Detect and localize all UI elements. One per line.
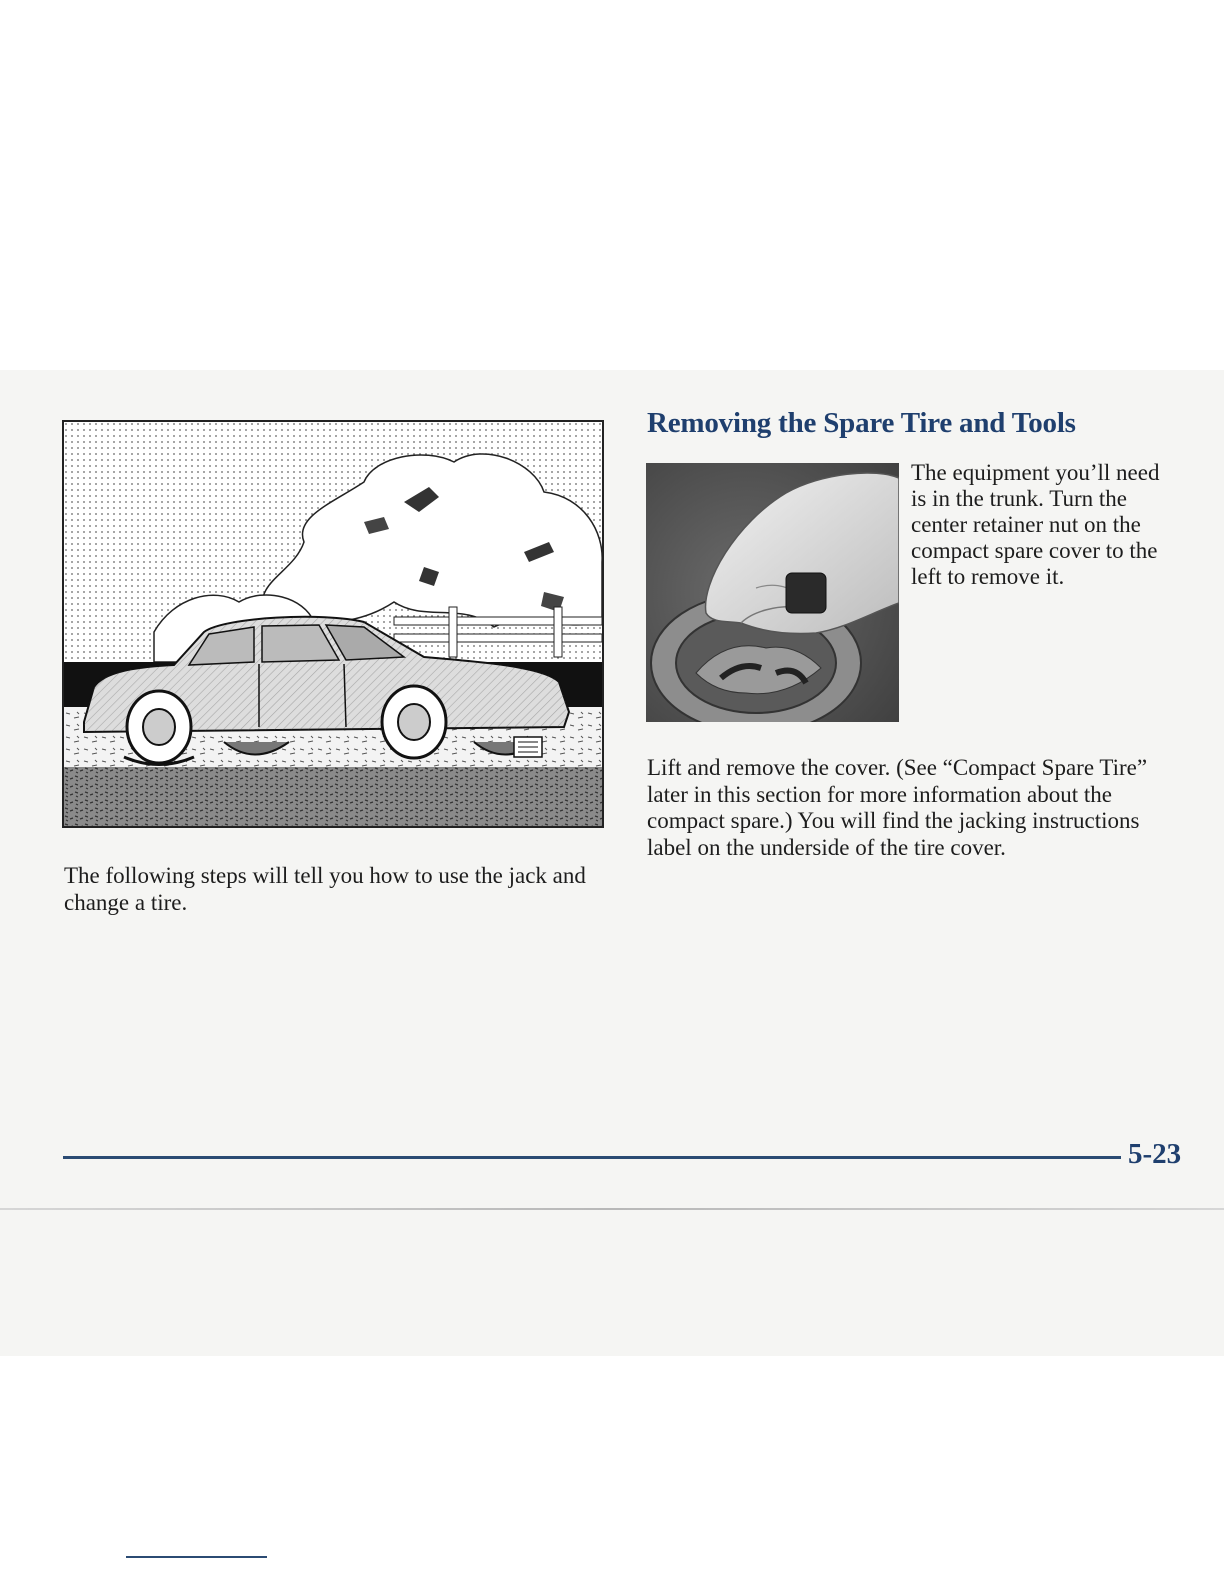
car-flat-tire-illustration (62, 420, 604, 828)
lift-cover-paragraph: Lift and remove the cover. (See “Compact Spare Tire” later in this section for more information about the compact spare.) You will find the jacking instructions label on the underside of the tire cover. (647, 755, 1148, 860)
left-caption: The following steps will tell you how to use the jack and change a tire. (64, 863, 586, 915)
footer-rule (63, 1156, 1121, 1159)
spare-cover-nut-photo (646, 463, 899, 722)
page-number: 5-23 (1128, 1138, 1182, 1170)
section-heading: Removing the Spare Tire and Tools (647, 407, 1076, 439)
bottom-mark-line (126, 1556, 267, 1558)
scan-edge-line (0, 1208, 1224, 1210)
equipment-text: The equipment you’ll need is in the trunk. Turn the center retainer nut on the compact spare cover to the left to remove it. (911, 460, 1160, 589)
